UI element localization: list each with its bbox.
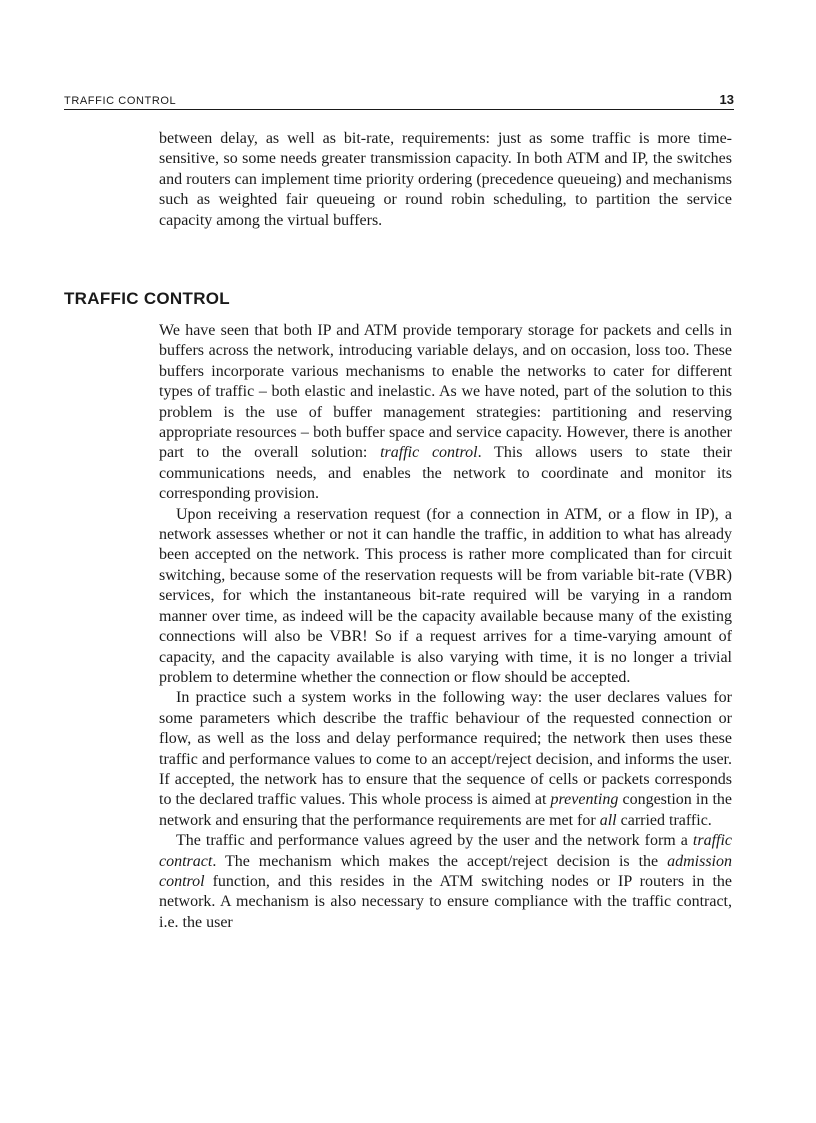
continued-text-block [159, 129, 732, 231]
running-head: TRAFFIC CONTROL [64, 95, 177, 107]
section-body [159, 321, 732, 933]
paragraph-4-text-a: The traffic and performance values agreed by the user and the network form a [176, 832, 693, 850]
paragraph-1 [159, 321, 732, 505]
paragraph-4-emphasis-2: admission control [159, 852, 732, 890]
page-number: 13 [719, 92, 734, 107]
paragraph-3-emphasis-1: preventing [550, 791, 619, 809]
paragraph-4-text-c: function, and this resides in the ATM switching nodes or IP routers in the network. A mechanism is also necessary to ensure compliance with the traffic contract, i.e. the user [159, 872, 732, 931]
paragraph-3-emphasis-2: all [599, 811, 617, 829]
paragraph-4-text-b: . The mechanism which makes the accept/reject decision is the [212, 852, 668, 870]
paragraph-4-emphasis-1: traffic contract [159, 832, 732, 870]
continued-paragraph: between delay, as well as bit-rate, requirements: just as some traffic is more time-sensitive, so some needs greater transmission capacity. In both ATM and IP, the switches and routers can implement time priority ordering (precedence queueing) and mechanisms such as weighted fair queueing or round robin scheduling, to partition the service capacity among the virtual buffers. [159, 130, 732, 229]
paragraph-4 [159, 831, 732, 933]
paragraph-3-text-a: In practice such a system works in the following way: the user declares values for some parameters which describe the traffic behaviour of the requested connection or flow, as well as the loss and delay performance required; the network then uses these traffic and performance values to come to an accept/reject decision, and informs the user. If accepted, the network has to ensure that the sequence of cells or packets corresponds to the declared traffic values. This whole process is aimed at [159, 689, 732, 809]
paragraph-3 [159, 688, 732, 831]
paragraph-1-emphasis: traffic control [380, 444, 478, 462]
paragraph-1-text-b: . This allows users to state their communications needs, and enables the network to coordinate and monitor its corresponding provision. [159, 444, 733, 503]
paragraph-3-text-b: congestion in the network and ensuring that the performance requirements are met for [159, 791, 733, 829]
paragraph-1-text-a: We have seen that both IP and ATM provide temporary storage for packets and cells in buffers across the network, introducing variable delays, and on occasion, loss too. These buffers incorporate various mechanisms to enable the networks to cater for different types of traffic – both elastic and inelastic. As we have noted, part of the solution to this problem is the use of buffer management strategies: partitioning and reserving appropriate resources – both buffer space and service capacity. However, there is another part to the overall solution: [159, 322, 732, 462]
page-header [64, 92, 734, 110]
paragraph-3-text-c: carried traffic. [616, 811, 712, 829]
paragraph-2: Upon receiving a reservation request (for a connection in ATM, or a flow in IP), a network assesses whether or not it can handle the traffic, in addition to what has already been accepted on the network. This process is rather more complicated than for circuit switching, because some of the reservation requests will be from variable bit-rate (VBR) services, for which the instantaneous bit-rate required will be varying in a random manner over time, as indeed will be the capacity available because many of the existing connections will also be VBR! So if a request arrives for a time-varying amount of capacity, and the capacity available is also varying with time, it is no longer a trivial problem to determine whether the connection or flow should be accepted. [159, 505, 732, 686]
section-heading: TRAFFIC CONTROL [64, 289, 230, 308]
